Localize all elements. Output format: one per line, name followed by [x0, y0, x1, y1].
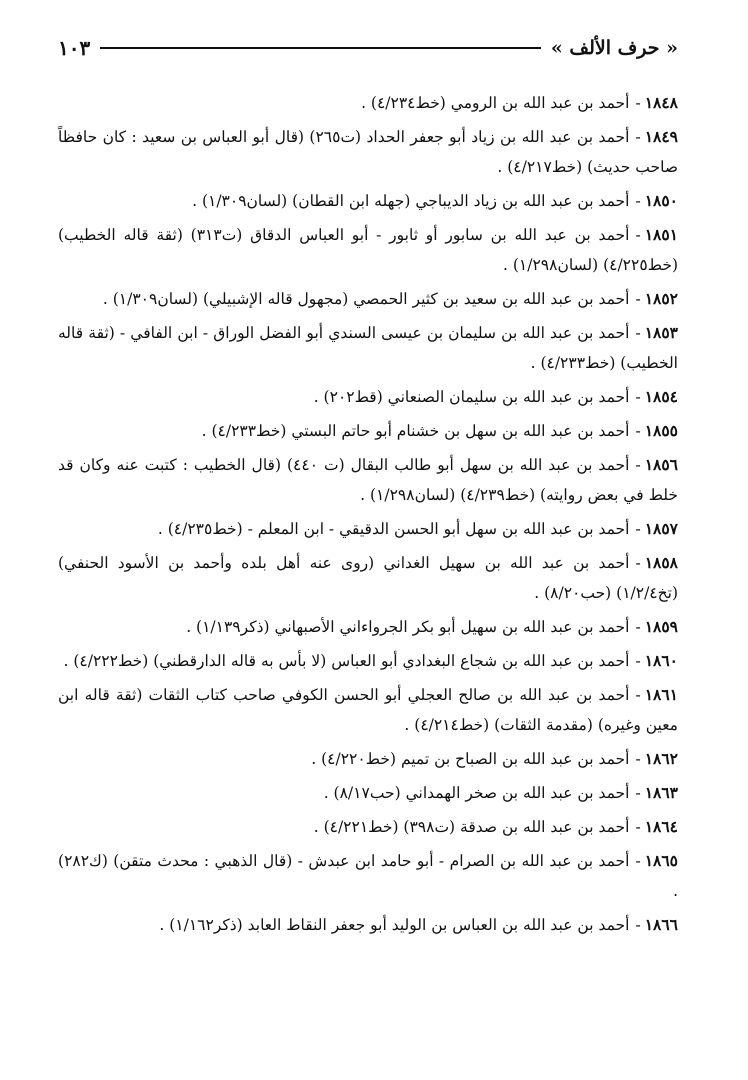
entry-number: ١٨٤٩: [644, 127, 678, 146]
entry-text: أحمد بن عبد الله بن صدقة (ت٣٩٨) (خط٤/٢٢١) .: [313, 818, 630, 836]
entry-1865: ١٨٦٥-أحمد بن عبد الله بن الصرام - أبو حامد ابن عبدش - (قال الذهبي : محدث متقن) (ك٢٨٢) .: [58, 851, 678, 900]
entry-1864: ١٨٦٤-أحمد بن عبد الله بن صدقة (ت٣٩٨) (خط٤/٢٢١) .: [313, 817, 678, 836]
entry-1856: ١٨٥٦-أحمد بن عبد الله بن سهل أبو طالب البقال (ت ٤٤٠) (قال الخطيب : كتبت عنه وكان قد خلط في بعض روايته) (خط٤/٢٣٩) (لسان١/٢٩٨) .: [58, 455, 678, 504]
entry-number: ١٨٦٤: [644, 817, 678, 836]
page-number: ١٠٣: [58, 36, 91, 60]
entry-text: أحمد بن عبد الله بن صالح العجلي أبو الحسن الكوفي صاحب كتاب الثقات (ثقة قاله ابن معين وغيره) (مقدمة الثقات) (خط٤/٢١٤) .: [58, 686, 678, 734]
entry-number: ١٨٦٢: [644, 749, 678, 768]
entry-1863: ١٨٦٣-أحمد بن عبد الله بن صخر الهمداني (حب٨/١٧) .: [323, 783, 678, 802]
entry-1859: ١٨٥٩-أحمد بن عبد الله بن سهيل أبو بكر الجرواءاني الأصبهاني (ذكر١/١٣٩) .: [186, 617, 678, 636]
entry-number: ١٨٦٥: [644, 851, 678, 870]
entry-1858: ١٨٥٨-أحمد بن عبد الله بن سهيل الغداني (روى عنه أهل بلده وأحمد بن الأسود الحنفي) (تخ١/٢/٤) (حب٨/٢٠) .: [58, 553, 678, 602]
entry-text: أحمد بن عبد الله بن سهيل أبو بكر الجرواءاني الأصبهاني (ذكر١/١٣٩) .: [186, 618, 630, 636]
entry-number: ١٨٥٣: [644, 323, 678, 342]
entry-1854: ١٨٥٤-أحمد بن عبد الله بن سليمان الصنعاني (قط٢٠٢) .: [313, 387, 678, 406]
entry-number: ١٨٥٢: [644, 289, 678, 308]
entry-number: ١٨٦١: [644, 685, 678, 704]
entry-number: ١٨٥٥: [644, 421, 678, 440]
page: [58, 30, 678, 1050]
entry-1850: ١٨٥٠-أحمد بن عبد الله بن زياد الديباجي (جهله ابن القطان) (لسان١/٣٠٩) .: [192, 191, 678, 210]
entry-number: ١٨٤٨: [644, 93, 678, 112]
entry-number: ١٨٥٧: [644, 519, 678, 538]
entry-text: أحمد بن عبد الله بن العباس بن الوليد أبو جعفر النقاط العابد (ذكر١/١٦٢) .: [159, 916, 630, 934]
entry-number: ١٨٦٣: [644, 783, 678, 802]
entry-number: ١٨٥٠: [644, 191, 678, 210]
entry-1857: ١٨٥٧-أحمد بن عبد الله بن سهل أبو الحسن الدقيقي - ابن المعلم - (خط٤/٢٣٥) .: [157, 519, 678, 538]
entry-number: ١٨٦٠: [644, 651, 678, 670]
entry-text: أحمد بن عبد الله بن سهل أبو الحسن الدقيقي - ابن المعلم - (خط٤/٢٣٥) .: [157, 520, 630, 538]
entry-number: ١٨٥٩: [644, 617, 678, 636]
entry-text: أحمد بن عبد الله بن صخر الهمداني (حب٨/١٧) .: [323, 784, 630, 802]
entry-list: [58, 88, 678, 940]
entry-text: أحمد بن عبد الله بن الصرام - أبو حامد ابن عبدش - (قال الذهبي : محدث متقن) (ك٢٨٢) .: [58, 852, 678, 900]
entry-number: ١٨٥١: [644, 225, 678, 244]
page-header: [58, 30, 678, 66]
entry-text: أحمد بن عبد الله بن سعيد بن كثير الحمصي (مجهول قاله الإشبيلي) (لسان١/٣٠٩) .: [102, 290, 630, 308]
entry-number: ١٨٦٦: [644, 915, 678, 934]
entry-1853: ١٨٥٣-أحمد بن عبد الله بن سليمان بن عيسى السندي أبو الفضل الوراق - ابن الفافي - (ثقة قاله الخطيب) (خط٤/٢٣٣) .: [58, 323, 678, 372]
header-rule: [100, 47, 541, 49]
entry-text: أحمد بن عبد الله بن سهل بن خشنام أبو حاتم البستي (خط٤/٢٣٣) .: [201, 422, 630, 440]
entry-text: أحمد بن عبد الله بن سابور أو ثابور - أبو العباس الدقاق (ت٣١٣) (ثقة قاله الخطيب) (خط٤/٢٢٥) (لسان١/٢٩٨) .: [58, 226, 678, 274]
entry-1848: ١٨٤٨-أحمد بن عبد الله بن الرومي (خط٤/٢٣٤) .: [361, 93, 678, 112]
entry-1860: ١٨٦٠-أحمد بن عبد الله بن شجاع البغدادي أبو العباس (لا بأس به قاله الدارقطني) (خط٤/٢٢٢) .: [63, 651, 678, 670]
entry-text: أحمد بن عبد الله بن الصباح بن تميم (خط٤/٢٢٠) .: [311, 750, 630, 768]
entry-1861: ١٨٦١-أحمد بن عبد الله بن صالح العجلي أبو الحسن الكوفي صاحب كتاب الثقات (ثقة قاله ابن معين وغيره) (مقدمة الثقات) (خط٤/٢١٤) .: [58, 685, 678, 734]
entry-1852: ١٨٥٢-أحمد بن عبد الله بن سعيد بن كثير الحمصي (مجهول قاله الإشبيلي) (لسان١/٣٠٩) .: [102, 289, 678, 308]
entry-1866: ١٨٦٦-أحمد بن عبد الله بن العباس بن الوليد أبو جعفر النقاط العابد (ذكر١/١٦٢) .: [159, 915, 678, 934]
entry-text: أحمد بن عبد الله بن سهيل الغداني (روى عنه أهل بلده وأحمد بن الأسود الحنفي) (تخ١/٢/٤) (حب٨/٢٠) .: [58, 554, 678, 602]
entry-1849: ١٨٤٩-أحمد بن عبد الله بن زياد أبو جعفر الحداد (ت٢٦٥) (قال أبو العباس بن سعيد : كان حافظاً صاحب حديث) (خط٤/٢١٧) .: [58, 127, 678, 176]
chapter-title: « حرف الألف »: [550, 37, 678, 59]
entry-text: أحمد بن عبد الله بن شجاع البغدادي أبو العباس (لا بأس به قاله الدارقطني) (خط٤/٢٢٢) .: [63, 652, 630, 670]
entry-number: ١٨٥٦: [644, 455, 678, 474]
entry-text: أحمد بن عبد الله بن سليمان بن عيسى السندي أبو الفضل الوراق - ابن الفافي - (ثقة قاله الخطيب) (خط٤/٢٣٣) .: [58, 324, 678, 372]
entry-text: أحمد بن عبد الله بن زياد الديباجي (جهله ابن القطان) (لسان١/٣٠٩) .: [192, 192, 630, 210]
entry-text: أحمد بن عبد الله بن سهل أبو طالب البقال (ت ٤٤٠) (قال الخطيب : كتبت عنه وكان قد خلط في بعض روايته) (خط٤/٢٣٩) (لسان١/٢٩٨) .: [58, 456, 678, 504]
entry-1862: ١٨٦٢-أحمد بن عبد الله بن الصباح بن تميم (خط٤/٢٢٠) .: [311, 749, 678, 768]
entry-text: أحمد بن عبد الله بن سليمان الصنعاني (قط٢٠٢) .: [313, 388, 630, 406]
entry-1851: ١٨٥١-أحمد بن عبد الله بن سابور أو ثابور - أبو العباس الدقاق (ت٣١٣) (ثقة قاله الخطيب) (خط٤/٢٢٥) (لسان١/٢٩٨) .: [58, 225, 678, 274]
entry-number: ١٨٥٨: [644, 553, 678, 572]
entry-text: أحمد بن عبد الله بن الرومي (خط٤/٢٣٤) .: [361, 94, 630, 112]
entry-text: أحمد بن عبد الله بن زياد أبو جعفر الحداد (ت٢٦٥) (قال أبو العباس بن سعيد : كان حافظاً صاحب حديث) (خط٤/٢١٧) .: [58, 128, 678, 176]
entry-number: ١٨٥٤: [644, 387, 678, 406]
entry-1855: ١٨٥٥-أحمد بن عبد الله بن سهل بن خشنام أبو حاتم البستي (خط٤/٢٣٣) .: [201, 421, 678, 440]
